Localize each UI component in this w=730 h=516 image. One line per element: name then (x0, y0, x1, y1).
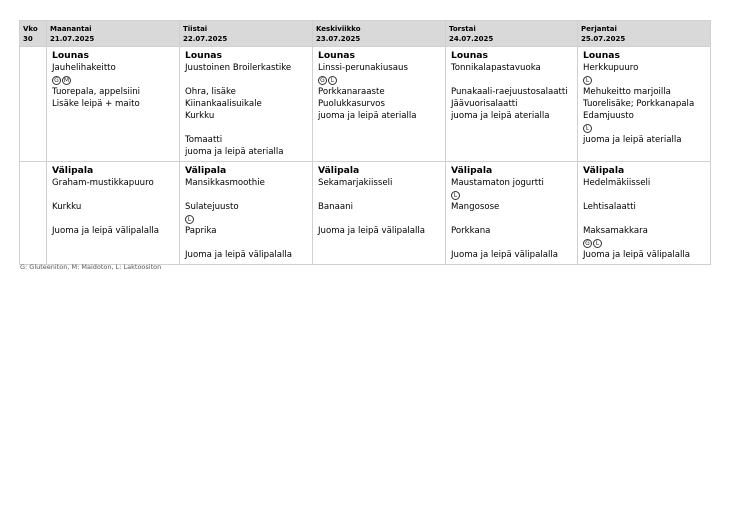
week-spacer-cell (20, 47, 47, 162)
menu-item (185, 189, 309, 201)
menu-item: Mehukeitto marjoilla (583, 87, 671, 97)
menu-item: Herkkupuuro (583, 63, 639, 73)
menu-item: Lisäke leipä + maito (52, 99, 140, 109)
day-name: Perjantai (581, 25, 617, 33)
menu-item: juoma ja leipä aterialla (185, 147, 284, 157)
day-name: Maanantai (50, 25, 92, 33)
allergen-badges (583, 122, 707, 134)
menu-item: Tonnikalapastavuoka (451, 63, 541, 73)
meal-cell (578, 47, 711, 162)
menu-item: Edamjuusto (583, 111, 634, 121)
menu-item: Linssi-perunakiusaus (318, 63, 408, 73)
meal-cell (180, 47, 313, 162)
meal-title: Välipala (52, 165, 94, 176)
allergen-badges (583, 74, 707, 86)
menu-item: Mansikkasmoothie (185, 178, 265, 188)
allergen-badge-icon: M (63, 76, 70, 84)
menu-item: Kurkku (52, 202, 82, 212)
menu-item: Juoma ja leipä välipalalla (451, 250, 559, 260)
menu-item: Jauhelihakeitto (52, 63, 116, 73)
allergen-badges (583, 237, 707, 249)
menu-item: Juoma ja leipä välipalalla (52, 226, 160, 236)
menu-item: Lehtisalaatti (583, 202, 636, 212)
day-date: 25.07.2025 (581, 35, 626, 43)
day-header-monday (47, 21, 180, 47)
allergen-badge-icon: L (583, 124, 592, 133)
menu-item: Juustoinen Broilerkastike (185, 63, 292, 73)
allergen-badge-icon: L (593, 239, 602, 248)
day-date: 24.07.2025 (449, 35, 494, 43)
menu-item: Tomaatti (185, 135, 223, 145)
day-name: Tiistai (183, 25, 208, 33)
meal-title: Lounas (451, 50, 488, 61)
menu-item: Hedelmäkiisseli (583, 178, 651, 188)
menu-item (52, 213, 176, 225)
menu-item: Kiinankaalisuikale (185, 99, 262, 109)
meal-title: Välipala (318, 165, 360, 176)
menu-item: Banaani (318, 202, 353, 212)
day-name: Torstai (449, 25, 476, 33)
menu-item (185, 74, 309, 86)
menu-item: Juoma ja leipä välipalalla (318, 226, 426, 236)
allergen-badge-icon: G (52, 76, 61, 85)
meal-cell (446, 162, 578, 265)
menu-item: Punakaali-raejuustosalaatti (451, 87, 568, 97)
day-date: 23.07.2025 (316, 35, 361, 43)
meal-title: Lounas (583, 50, 620, 61)
meal-cell (313, 162, 446, 265)
menu-item: Ohra, lisäke (185, 87, 236, 97)
menu-item: Juoma ja leipä välipalalla (583, 250, 691, 260)
meal-title: Välipala (583, 165, 625, 176)
meal-row (20, 162, 711, 265)
menu-item: Tuorelisäke; Porkkanapala (583, 99, 695, 109)
allergen-badge-icon: L (583, 76, 592, 85)
menu-item: juoma ja leipä aterialla (583, 135, 682, 145)
allergen-legend: G: Gluteeniton, M: Maidoton, L: Laktoositon (20, 263, 162, 271)
day-name: Keskiviikko (316, 25, 361, 33)
meal-cell (180, 162, 313, 265)
allergen-badge-icon: L (185, 215, 194, 224)
menu-item: Kurkku (185, 111, 215, 121)
weekly-menu-table (19, 20, 711, 265)
menu-item: Maustamaton jogurtti (451, 178, 544, 188)
day-header-thursday (446, 21, 578, 47)
week-header-cell (20, 21, 47, 47)
day-date: 22.07.2025 (183, 35, 228, 43)
meal-cell (47, 47, 180, 162)
meal-title: Lounas (185, 50, 222, 61)
menu-item (52, 189, 176, 201)
allergen-badge-icon: G (583, 239, 592, 248)
menu-item: Porkkana (451, 226, 491, 236)
allergen-badges (52, 74, 176, 86)
allergen-badge-icon: L (328, 76, 337, 85)
menu-item: juoma ja leipä aterialla (451, 111, 550, 121)
menu-item: Graham-mustikkapuuro (52, 178, 154, 188)
menu-item: juoma ja leipä aterialla (318, 111, 417, 121)
meal-title: Välipala (185, 165, 227, 176)
day-date: 21.07.2025 (50, 35, 95, 43)
allergen-badge-icon: L (451, 191, 460, 200)
menu-item: Sekamarjakiisseli (318, 178, 393, 188)
meal-cell (313, 47, 446, 162)
week-number: 30 (23, 35, 33, 43)
menu-item: Maksamakkara (583, 226, 648, 236)
menu-item (318, 213, 442, 225)
menu-item (185, 237, 309, 249)
menu-item: Sulatejuusto (185, 202, 239, 212)
meal-row (20, 47, 711, 162)
meal-cell (47, 162, 180, 265)
meal-cell (578, 162, 711, 265)
header-row (20, 21, 711, 47)
menu-item: Puolukkasurvos (318, 99, 385, 109)
menu-item (185, 122, 309, 134)
menu-item: Tuorepala, appelsiini (52, 87, 141, 97)
menu-item (451, 237, 574, 249)
meal-title: Lounas (318, 50, 355, 61)
menu-item: Mangosose (451, 202, 500, 212)
menu-item: Juoma ja leipä välipalalla (185, 250, 293, 260)
allergen-badges (318, 74, 442, 86)
week-label: Vko (23, 25, 38, 33)
allergen-badge-icon: G (318, 76, 327, 85)
menu-item (583, 189, 707, 201)
day-header-tuesday (180, 21, 313, 47)
allergen-badges (451, 189, 574, 201)
menu-item (451, 74, 574, 86)
meal-title: Lounas (52, 50, 89, 61)
meal-cell (446, 47, 578, 162)
menu-item: Paprika (185, 226, 217, 236)
menu-item: Jäävuorisalaatti (451, 99, 518, 109)
menu-item: Porkkanaraaste (318, 87, 385, 97)
meal-title: Välipala (451, 165, 493, 176)
day-header-friday (578, 21, 711, 47)
week-spacer-cell (20, 162, 47, 265)
menu-item (583, 213, 707, 225)
menu-item (451, 213, 574, 225)
menu-item (318, 189, 442, 201)
allergen-badges (185, 213, 309, 225)
day-header-wednesday (313, 21, 446, 47)
